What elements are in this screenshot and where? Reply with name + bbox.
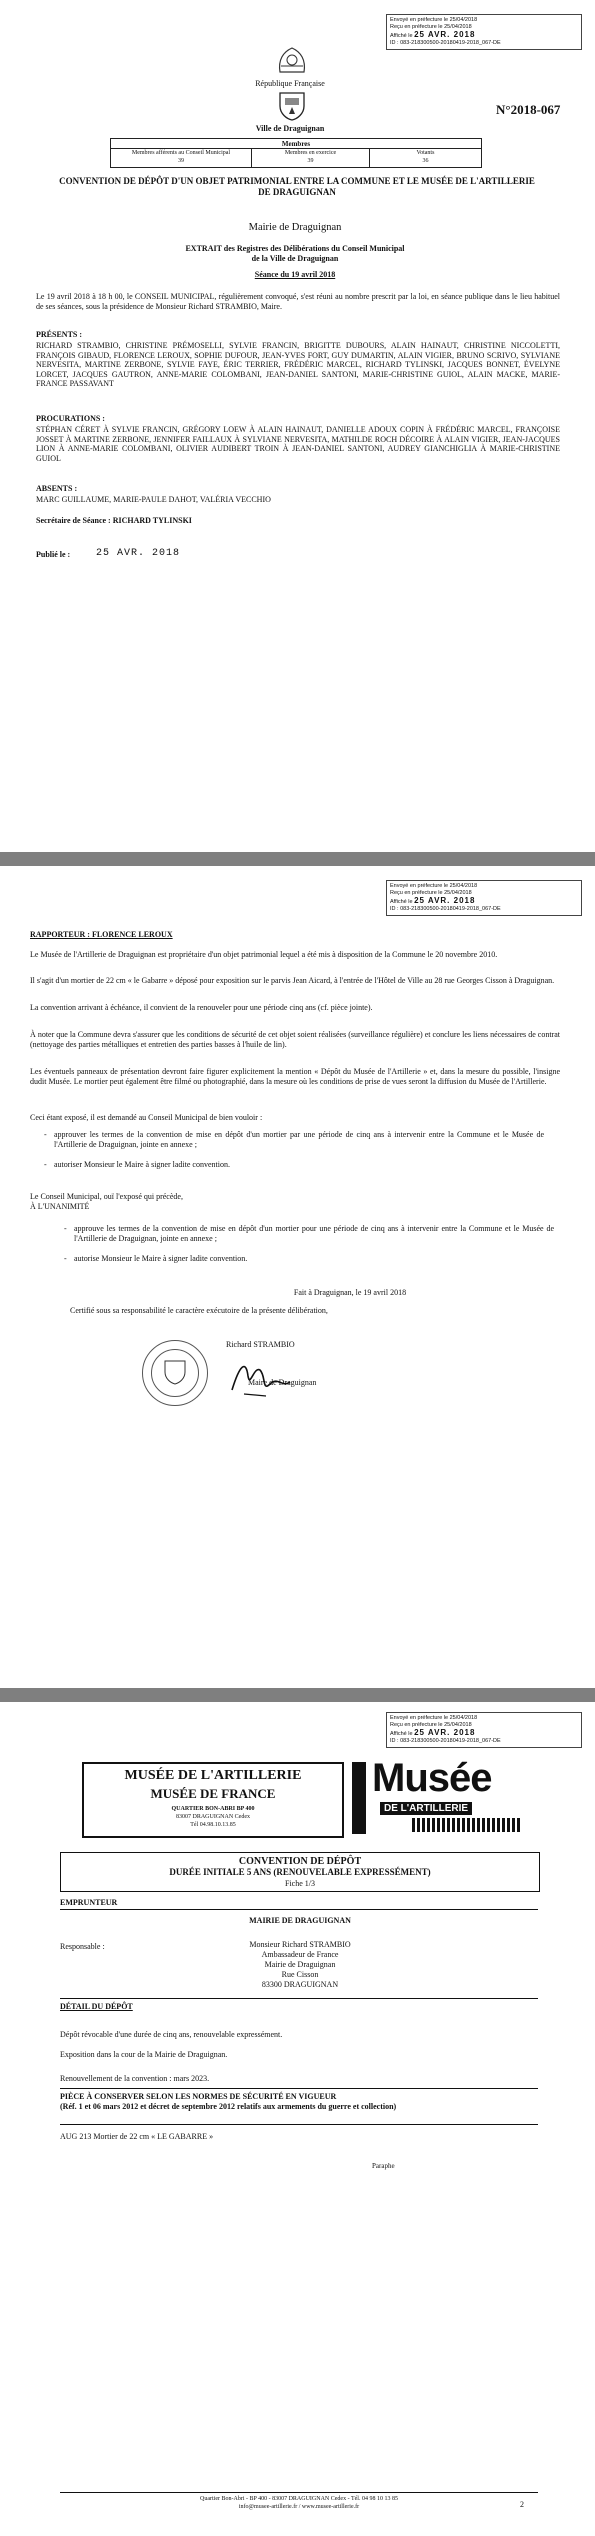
stamp-received: Reçu en préfecture le 25/04/2018 [390, 24, 472, 30]
museum-logo [352, 1756, 538, 1834]
deposit-detail-2: Exposition dans la cour de la Mairie de Draguignan. [60, 2050, 228, 2059]
deliberation-number: N°2018-067 [496, 102, 561, 117]
convention-title-box [60, 1852, 540, 1892]
procurations-list: STÉPHAN CÉRET À SYLVIE FRANCIN, GRÉGORY LOEW À ALAIN HAINAUT, DANIELLE ADOUX COPIN À FRÉDÉRIC MARCEL, FRANÇOISE JOSSET À MARTINE ZERBONE, JENNIFER FAILLAUX À SYLVIANE NERVESITA, MATHILDE ROCH DÉCOIRE À ALAIN VIGIER, JEAN-JACQUES LION À ANNE-MARIE COLOMBANI, OLIVIER AUDIBERT TROIN À JEAN-DANIEL SANTONI, AUDREY GIANCHIGLIA À MARIE-CHRISTINE GUIOL [36, 425, 560, 463]
responsible-line-1: Monsieur Richard STRAMBIO [249, 1940, 351, 1949]
paragraph-1: Le Musée de l'Artillerie de Draguignan est propriétaire d'un objet patrimonial lequel a été mis à disposition de la Commune le 20 novembre 2010. [30, 950, 498, 959]
members-col3-label: Votants [416, 150, 435, 156]
paragraph-4: À noter que la Commune devra s'assurer que les conditions de sécurité de cet objet soient réalisées (surveillance régulière) et conclure les liens nécessaires de contrat (nettoyage des parties métalliques et entretien des parties basses à l'huile de lin). [30, 1030, 560, 1049]
mairie-heading: Mairie de Draguignan [248, 222, 342, 233]
extract-line-1: EXTRAIT des Registres des Délibérations du Conseil Municipal [185, 244, 405, 253]
members-col3-value: 36 [422, 158, 429, 164]
safety-reference: (Réf. 1 et 06 mars 2012 et décret de septembre 2012 relatifs aux armements du guerre et collection) [60, 2102, 397, 2111]
footer-contact: info@musee-artillerie.fr / www.musee-artillerie.fr [238, 2504, 360, 2510]
rapporteur-line: RAPPORTEUR : FLORENCE LEROUX [30, 930, 173, 939]
bullet-dash: - [64, 1254, 67, 1263]
paraphe-label: Paraphe [372, 2162, 395, 2170]
convention-page [0, 1702, 595, 2536]
republic-emblem-icon [273, 46, 311, 76]
members-col1-label: Membres afférents au Conseil Municipal [131, 150, 231, 156]
page-number: 2 [520, 2500, 524, 2509]
stamp-received: Reçu en préfecture le 25/04/2018 [390, 1722, 472, 1728]
museum-address-1: QUARTIER BON-ABRI BP 400 [171, 1806, 255, 1812]
prefecture-stamp [386, 14, 582, 50]
convention-duration: DURÉE INITIALE 5 ANS (RENOUVELABLE EXPRESSÉMENT) [169, 1867, 431, 1877]
deliberation-page-1 [0, 0, 595, 852]
members-title: Membres [281, 140, 311, 148]
bullet-dash: - [44, 1160, 47, 1169]
stamp-sent: Envoyé en préfecture le 25/04/2018 [390, 883, 478, 889]
intro-paragraph: Le 19 avril 2018 à 18 h 00, le CONSEIL MUNICIPAL, régulièrement convoqué, s'est réuni au nombre prescrit par la loi, en séance publique dans le lieu habituel de ses séances, sous la présidence de Monsieur Richard STRAMBIO, Maire. [36, 292, 560, 311]
responsible-line-5: 83300 DRAGUIGNAN [261, 1980, 339, 1989]
convention-title: CONVENTION DE DÉPÔT [238, 1856, 362, 1867]
sheet-number: Fiche 1/3 [285, 1879, 315, 1888]
prefecture-stamp [386, 1712, 582, 1748]
museum-address-2: 83007 DRAGUIGNAN Cedex [176, 1814, 250, 1820]
responsible-line-2: Ambassadeur de France [261, 1950, 339, 1959]
signer-name: Richard STRAMBIO [226, 1340, 295, 1349]
responsible-line-4: Rue Cisson [281, 1970, 319, 1979]
done-at-line: Fait à Draguignan, le 19 avril 2018 [293, 1288, 407, 1297]
prefecture-stamp [386, 880, 582, 916]
paragraph-5: Les éventuels panneaux de présentation devront faire figurer explicitement la mention « Dépôt du Musée de l'Artillerie » et, dans la mesure du possible, l'insigne dudit Musée. Le mortier peut également être filmé ou photographié, dans la mesure où les conditions de prise de vues seront la diffusion du Musée de l'Artillerie. [30, 1067, 560, 1086]
stamp-id: ID : 083-218300500-20180419-2018_067-DE [390, 906, 501, 912]
members-table [110, 138, 482, 168]
city-coat-of-arms-icon [277, 90, 307, 122]
official-seal [142, 1340, 208, 1406]
logo-word-musee: Musée [372, 1756, 492, 1800]
decision-item-2: autorise Monsieur le Maire à signer ladite convention. [74, 1254, 248, 1263]
logo-word-artillerie: DE L'ARTILLERIE [380, 1802, 472, 1815]
absents-list: MARC GUILLAUME, MARIE-PAULE DAHOT, VALÉRIA VECCHIO [36, 495, 271, 504]
document-title: CONVENTION DE DÉPÔT D'UN OBJET PATRIMONIAL ENTRE LA COMMUNE ET LE MUSÉE DE L'ARTILLERIE DE DRAGUIGNAN [59, 176, 535, 197]
stamp-sent: Envoyé en préfecture le 25/04/2018 [390, 17, 478, 23]
stamp-date: 25 AVR. 2018 [414, 30, 476, 39]
paragraph-6: Ceci étant exposé, il est demandé au Conseil Municipal de bien vouloir : [30, 1113, 263, 1122]
unanimity-label: À L'UNANIMITÉ [30, 1202, 90, 1211]
borrower-name: MAIRIE DE DRAGUIGNAN [249, 1916, 351, 1925]
republic-label: République Française [255, 79, 325, 88]
request-item-1: approuver les termes de la convention de mise en dépôt d'un mortier par une période de cinq ans à intervenir entre la Commune et le Musée de l'Artillerie de Draguignan, jointe en annexe ; [54, 1130, 544, 1149]
paragraph-2: Il s'agit d'un mortier de 22 cm « le Gabarre » déposé pour exposition sur le parvis Jean Aicard, à l'entrée de l'Hôtel de Ville au 28 rue Georges Cisson à Draguignan. [30, 976, 555, 985]
deposit-detail-3: Renouvellement de la convention : mars 2023. [60, 2074, 210, 2083]
members-col1-value: 39 [178, 158, 184, 164]
published-date: 25 AVR. 2018 [96, 548, 181, 559]
museum-header-box [82, 1762, 344, 1838]
borrower-label: EMPRUNTEUR [60, 1898, 118, 1907]
decision-item-1: approuve les termes de la convention de mise en dépôt d'un mortier pour une période de cinq ans à intervenir entre la Commune et le Musée de l'Artillerie de Draguignan, jointe en annexe ; [74, 1224, 554, 1243]
paragraph-3: La convention arrivant à échéance, il convient de la renouveler pour une période cinq ans (cf. pièce jointe). [30, 1003, 373, 1012]
session-date: Séance du 19 avril 2018 [254, 270, 336, 279]
deposit-detail-1: Dépôt révocable d'une durée de cinq ans, renouvelable expressément. [60, 2030, 283, 2039]
signer-title: Maire de Draguignan [248, 1378, 317, 1387]
secretary-line: Secrétaire de Séance : RICHARD TYLINSKI [36, 516, 192, 525]
museum-phone: Tél 04.98.10.13.85 [190, 1822, 236, 1828]
inventory-item: AUG 213 Mortier de 22 cm « LE GABARRE » [60, 2132, 214, 2141]
stamp-sent: Envoyé en préfecture le 25/04/2018 [390, 1715, 478, 1721]
stamp-id: ID : 083-218300500-20180419-2018_067-DE [390, 1738, 501, 1744]
coat-of-arms-icon [163, 1359, 187, 1385]
deliberation-page-2 [0, 866, 595, 1688]
museum-subtitle: MUSÉE DE FRANCE [150, 1786, 276, 1801]
stamp-received: Reçu en préfecture le 25/04/2018 [390, 890, 472, 896]
extract-line-2: de la Ville de Draguignan [251, 254, 339, 263]
stamp-posted: Affiché le [390, 33, 413, 39]
responsible-label: Responsable : [60, 1942, 105, 1951]
stamp-date: 25 AVR. 2018 [414, 896, 476, 905]
stamp-posted: Affiché le [390, 899, 413, 905]
published-label: Publié le : [36, 550, 71, 559]
certification-line: Certifié sous sa responsabilité le caractère exécutoire de la présente délibération, [70, 1306, 328, 1315]
presents-title: PRÉSENTS : [36, 330, 83, 339]
council-heard: Le Conseil Municipal, ouï l'exposé qui précède, [30, 1192, 183, 1201]
city-label: Ville de Draguignan [255, 124, 325, 133]
presents-list: RICHARD STRAMBIO, CHRISTINE PRÉMOSELLI, SYLVIE FRANCIN, BRIGITTE DUBOURS, ALAIN HAINAUT, CHRISTINE NICCOLETTI, FRANÇOIS GIBAUD, FLORENCE LEROUX, SOPHIE DUFOUR, JEAN-YVES FORT, GUY DUMARTIN, ALAIN VIGIER, BRUNO SCRIVO, SYLVIANE NERVESITA, MARTINE ZERBONE, SYLVIE FAYE, ÉRIC TERRIER, FRÉDÉRIC MARCEL, RICHARD TYLINSKI, JACQUES BONNET, ÉVELYNE LORCET, JACQUES GAUTRON, ANNE-MARIE COLOMBANI, JEAN-DANIEL SANTONI, MARIE-CHRISTINE GUIOL, ALAIN MACKE, MARIE-FRANCE PASSAVANT [36, 341, 560, 388]
safety-notice: PIÈCE À CONSERVER SELON LES NORMES DE SÉCURITÉ EN VIGUEUR [60, 2092, 337, 2101]
footer-address: Quartier Bon-Abri - BP 400 - 83007 DRAGUIGNAN Cedex - Tél. 04 98 10 13 85 [200, 2496, 398, 2502]
museum-title: MUSÉE DE L'ARTILLERIE [124, 1768, 302, 1783]
stamp-posted: Affiché le [390, 1731, 413, 1737]
stamp-date: 25 AVR. 2018 [414, 1728, 476, 1737]
mayor-signature [226, 1354, 296, 1400]
deposit-detail-label: DÉTAIL DU DÉPÔT [60, 2002, 133, 2011]
responsible-line-3: Mairie de Draguignan [264, 1960, 336, 1969]
bullet-dash: - [64, 1224, 67, 1233]
bullet-dash: - [44, 1130, 47, 1139]
members-col2-value: 39 [307, 158, 314, 164]
request-item-2: autoriser Monsieur le Maire à signer ladite convention. [54, 1160, 230, 1169]
members-col2-label: Membres en exercice [284, 150, 337, 156]
procurations-title: PROCURATIONS : [36, 414, 105, 423]
stamp-id: ID : 083-218300500-20180419-2018_067-DE [390, 40, 501, 46]
absents-title: ABSENTS : [36, 484, 78, 493]
